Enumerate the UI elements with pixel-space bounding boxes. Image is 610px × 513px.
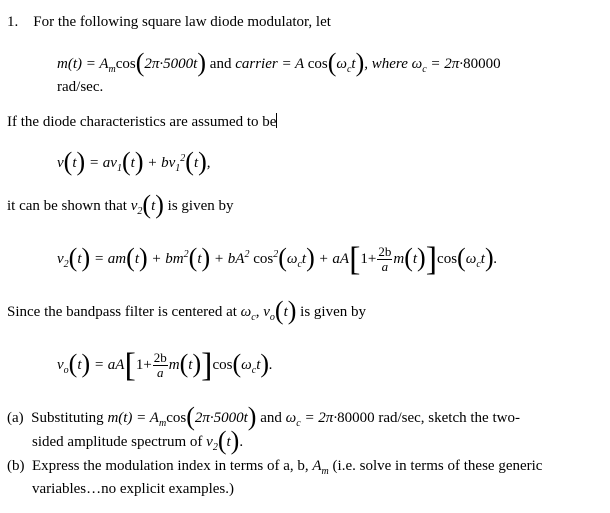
part-b-line2: variables…no explicit examples.) [32,481,235,497]
problem-header [7,13,331,31]
problem-intro: For the following square law diode modulator, let [33,14,331,30]
unit-text: rad/sec. [57,79,104,95]
bandpass-text: Since the bandpass filter is centered at $\omega_c$, $v_o(t)$ is given by [7,296,366,325]
and-word: and [209,56,232,72]
shown-text: it can be shown that $v_2(t)$ is given by [7,190,234,219]
diode-characteristic-equation: $v(t) = av_1(t) + bv_1^2(t)$, [57,147,211,176]
part-a-line2: sided amplitude spectrum of $v_2(t)$. [32,426,244,455]
vo-equation: $v_o(t) = aA[1+$ $\frac{2b}{a}$ $m(t)]\cos(\omega_ct)$. [57,346,273,384]
message-carrier-equation: $m(t) = A_m\cos(2\pi\cdot 5000t)$ and carrier = A $\cos(\omega_ct)$, where $\omega_c = 2\pi\cdot 80000$ [57,48,501,77]
text-cursor [276,113,277,128]
problem-number: 1. [7,14,19,30]
v2-equation: $v_2(t) = am(t) + bm^2(t) + bA^2$ $\cos^2(\omega_ct) + aA[1+$ $\frac{2b}{a}$ $m(t)]\cos(\omega_ct)$. [57,240,498,278]
part-a-line1: (a) Substituting $m(t) = A_m\cos(2\pi\cdot 5000t)$ and $\omega_c = 2\pi\cdot 80000$ rad/sec, sketch the two- [7,402,520,431]
diode-text: If the diode characteristics are assumed to be [7,114,277,130]
part-b-line1: (b) Express the modulation index in terms of a, b, $A_m$ (i.e. solve in terms of these generic [7,458,543,477]
